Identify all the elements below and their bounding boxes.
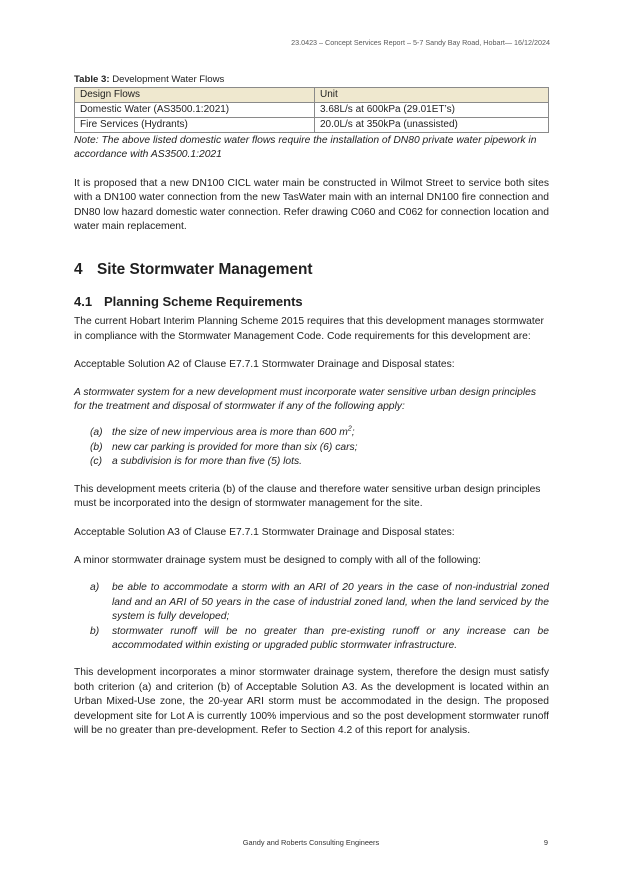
list-item-text: the size of new impervious area is more than 600 m xyxy=(112,427,348,439)
list-item xyxy=(74,581,549,624)
body-paragraph-6: This development incorporates a minor stormwater drainage system, therefore the design must satisfy both criterion (a) and criterion (b) of Acceptable Solution A3. As the development is located within an Urban Mixed-Use zone, the 20-year ARI storm must be accommodated in the design. The proposed development site for Lot A is currently 100% impervious and so the post development stormwater runoff will be no greater than pre-development. Refer to Section 4.2 of this report for analysis. xyxy=(74,667,549,736)
list-item-text: be able to accommodate a storm with an ARI of 20 years in the case of non-industrial zoned land and an ARI of 50 years in the case of industrial zoned land, when the land serviced by the system is fully developed; xyxy=(112,582,549,623)
list-item xyxy=(74,426,549,440)
water-flows-table xyxy=(74,87,549,133)
body-paragraph-5: A minor stormwater drainage system must be designed to comply with all of the following: xyxy=(74,554,481,566)
quote-paragraph: A stormwater system for a new development must incorporate water sensitive urban design principles for the treatment and disposal of stormwater if any of the following apply: xyxy=(74,386,537,413)
intro-paragraph: It is proposed that a new DN100 CICL water main be constructed in Wilmot Street to service both sites with a DN100 water connection from the new TasWater main with an internal DN100 fire connection and DN80 low hazard domestic water connection. Refer drawing C060 and C062 for connection location and water main replacement. xyxy=(74,177,549,233)
body-paragraph-1: The current Hobart Interim Planning Scheme 2015 requires that this development manages stormwater in compliance with the Stormwater Management Code. Code requirements for this development are: xyxy=(74,316,544,342)
list-item-text: a subdivision is for more than five (5) lots. xyxy=(112,456,302,468)
footer-company: Gandy and Roberts Consulting Engineers xyxy=(242,838,380,847)
list-item-label: b) xyxy=(90,625,100,637)
table-cell: 3.68L/s at 600kPa (29.01ET’s) xyxy=(315,103,549,118)
section-title: Site Stormwater Management xyxy=(97,261,313,279)
list-item-label: (a) xyxy=(90,427,103,439)
criteria-list xyxy=(74,426,549,469)
list-item-text-end: ; xyxy=(351,427,355,439)
subsection-title: Planning Scheme Requirements xyxy=(104,294,303,310)
list-item xyxy=(74,455,549,469)
table-note: Note: The above listed domestic water flows require the installation of DN80 private water pipework in accordance with AS3500.1:2021 xyxy=(74,135,537,161)
list-item xyxy=(74,625,549,654)
table-caption xyxy=(74,74,549,86)
table-row xyxy=(75,103,549,118)
list-item-text: stormwater runoff will be no greater than pre-existing runoff or any increase can be accommodated within existing or upgraded public stormwater infrastructure. xyxy=(112,625,549,651)
page-number: 9 xyxy=(543,838,548,847)
page-header: 23.0423 – Concept Services Report – 5-7 Sandy Bay Road, Hobart— 16/12/2024 xyxy=(291,38,550,47)
table-cell: Fire Services (Hydrants) xyxy=(75,118,315,133)
table-header-row xyxy=(75,88,549,103)
superscript: 2 xyxy=(347,426,352,434)
body-paragraph-2: Acceptable Solution A2 of Clause E7.7.1 Stormwater Drainage and Disposal states: xyxy=(74,359,455,371)
table-caption-label: Table 3: xyxy=(74,74,110,85)
subsection-number: 4.1 xyxy=(74,294,93,310)
subsection-heading xyxy=(74,294,549,310)
body-paragraph-4: Acceptable Solution A3 of Clause E7.7.1 Stormwater Drainage and Disposal states: xyxy=(74,526,455,538)
list-item-label: a) xyxy=(90,582,100,594)
page-content xyxy=(74,74,549,738)
column-header-design-flows: Design Flows xyxy=(75,88,315,103)
list-item-text: new car parking is provided for more than six (6) cars; xyxy=(112,441,358,453)
table-row xyxy=(75,118,549,133)
table-caption-text: Development Water Flows xyxy=(109,74,225,85)
section-number: 4 xyxy=(74,261,83,279)
column-header-unit: Unit xyxy=(315,88,549,103)
list-item-label: (b) xyxy=(90,441,103,453)
table-cell: Domestic Water (AS3500.1:2021) xyxy=(75,103,315,118)
body-paragraph-3: This development meets criteria (b) of the clause and therefore water sensitive urban design principles must be incorporated into the design of stormwater management for the site. xyxy=(74,483,541,510)
list-item-label: (c) xyxy=(90,456,103,468)
section-heading xyxy=(74,261,549,279)
requirements-list xyxy=(74,581,549,653)
table-cell: 20.0L/s at 350kPa (unassisted) xyxy=(315,118,549,133)
list-item xyxy=(74,441,549,455)
